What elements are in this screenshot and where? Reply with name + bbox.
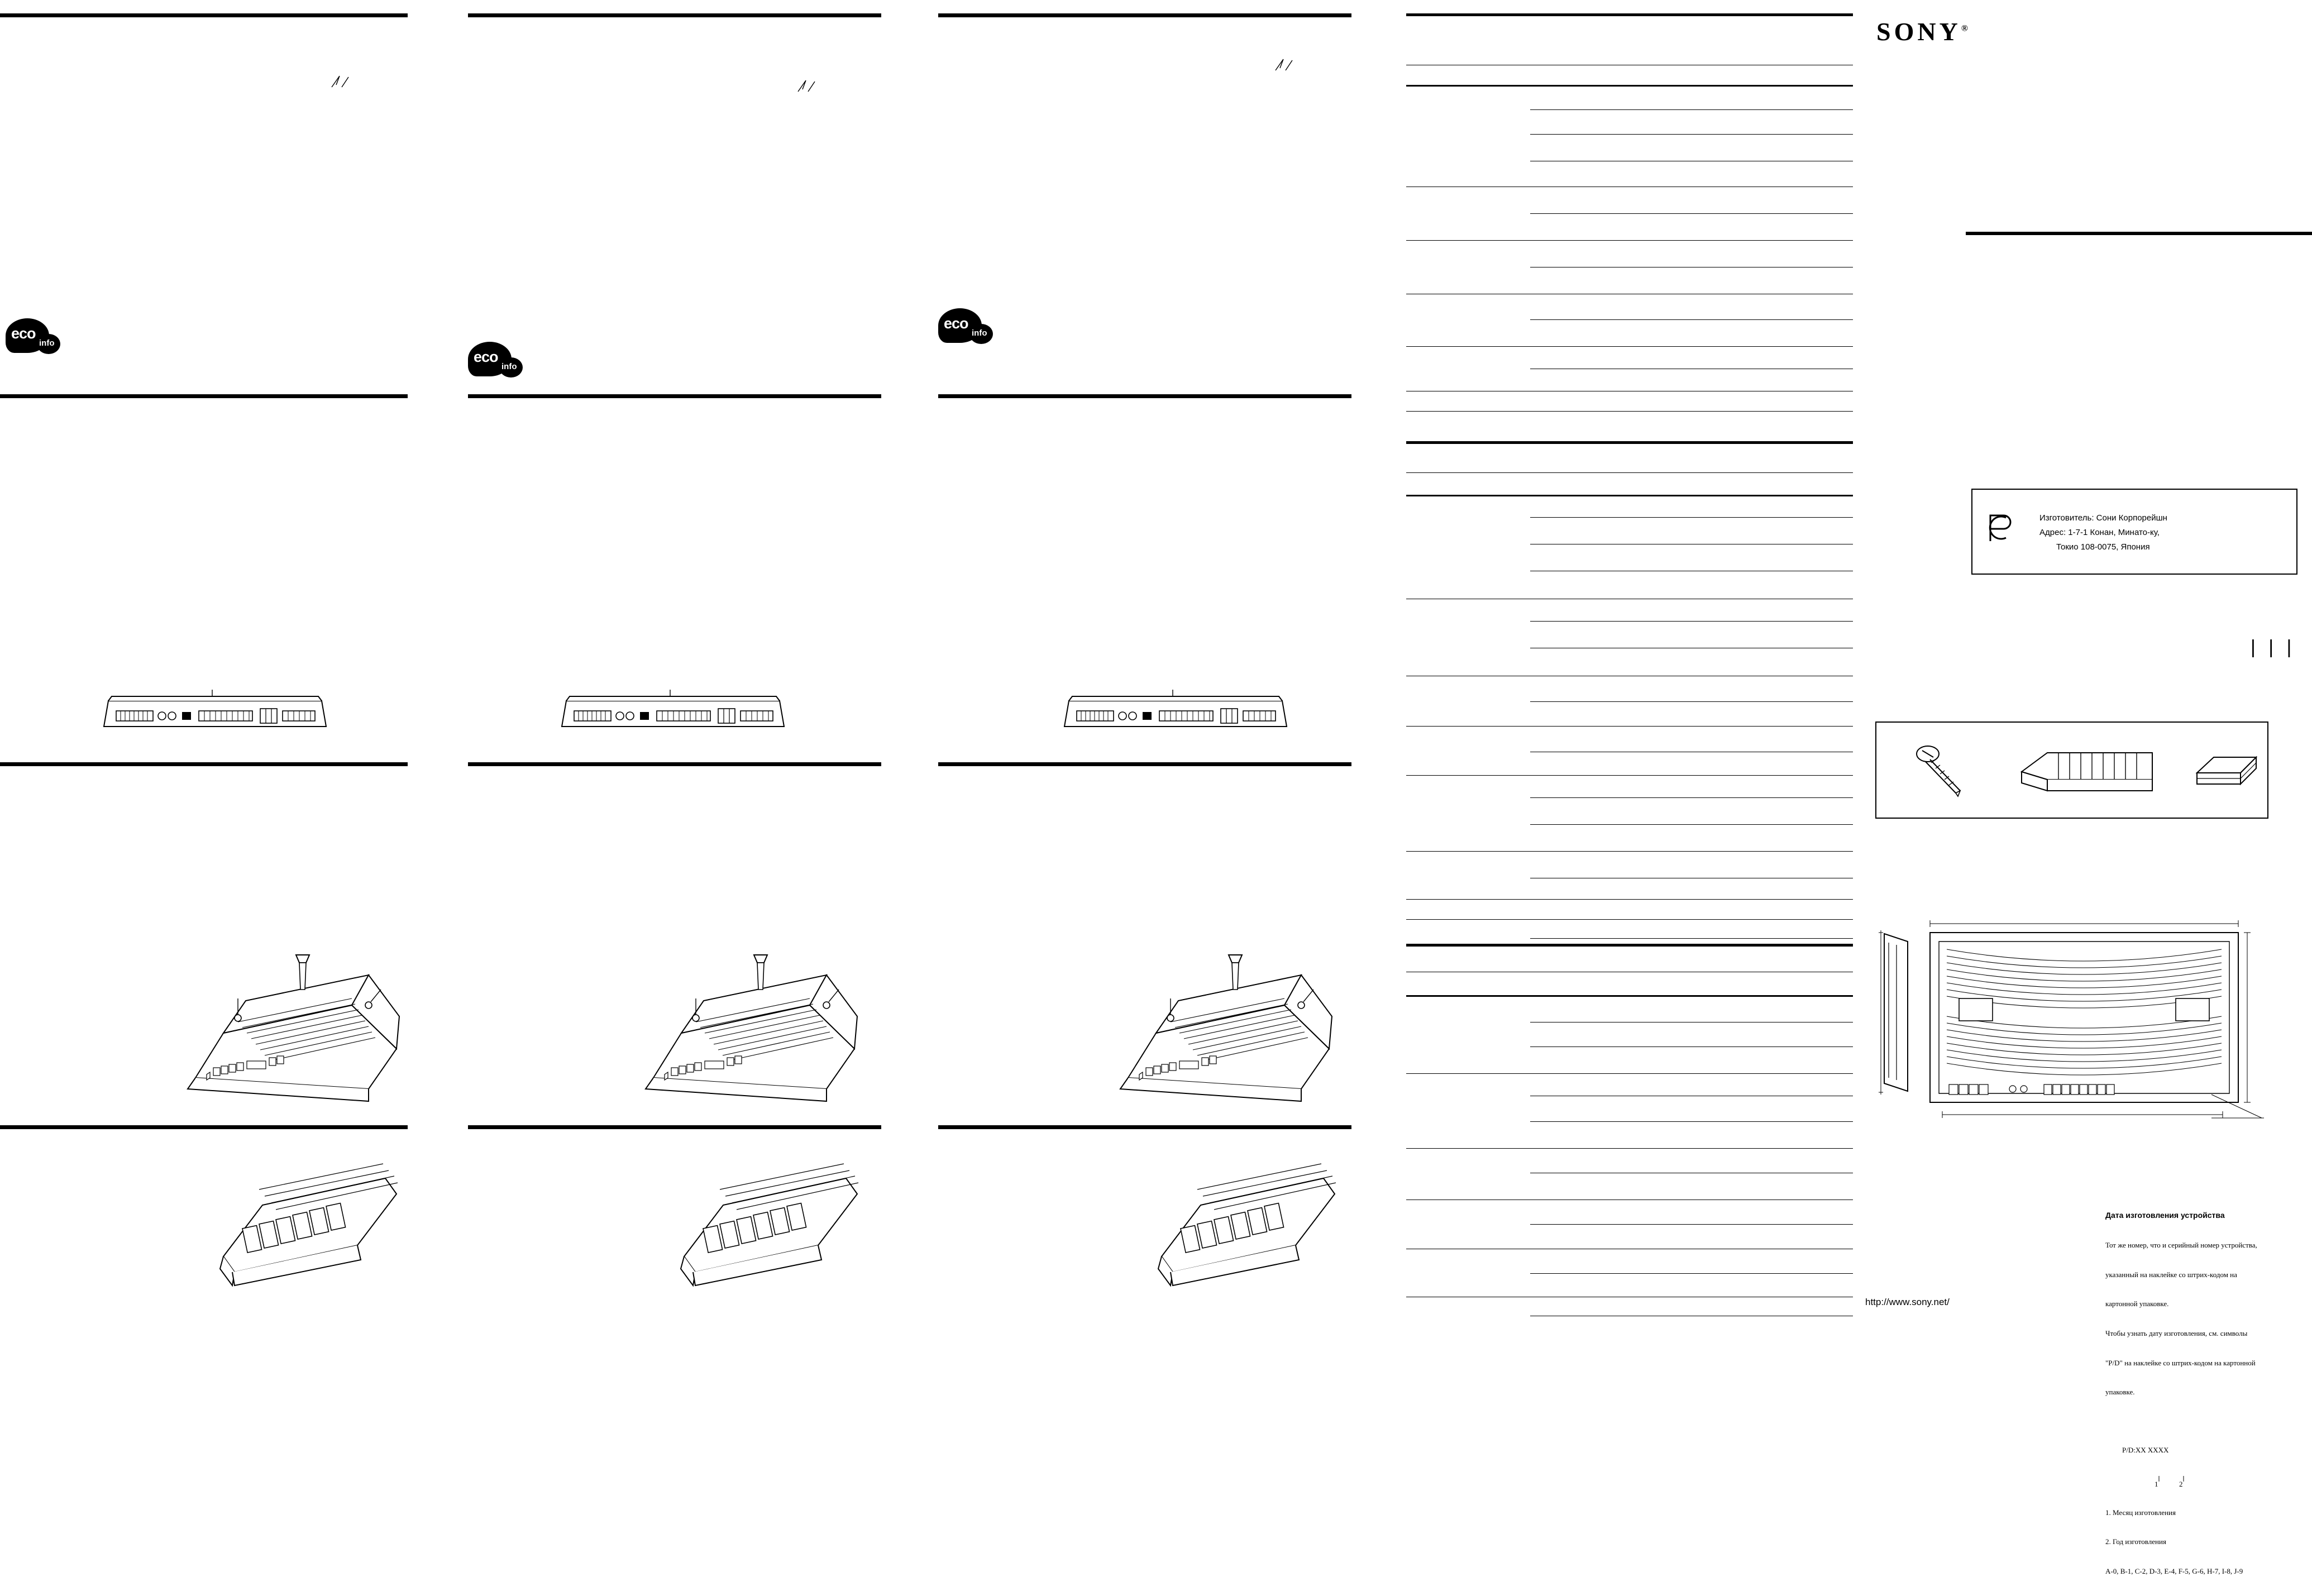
spec-rule <box>1530 517 1853 518</box>
cushion-icon <box>2189 749 2262 800</box>
figure-front-panel-3 <box>1061 690 1290 734</box>
spec-rule <box>1530 824 1853 825</box>
spec-rule <box>1406 995 1853 997</box>
manufacture-date-line-2: указанный на наклейке со штрих-кодом на <box>2105 1270 2237 1279</box>
spec-rule <box>1530 213 1853 214</box>
figure-terminal-3 <box>1156 1162 1340 1290</box>
manufacture-date-line-1: Тот же номер, что и серийный номер устройства, <box>2105 1241 2257 1250</box>
eco-badge-subtext-1: info <box>39 338 55 348</box>
legend-line-2: 2. Год изготовления <box>2105 1537 2166 1546</box>
figure-front-panel-2 <box>558 690 787 734</box>
bars-mark: | | | <box>2251 637 2296 658</box>
spec-rule <box>1406 851 1853 852</box>
spec-rule <box>1406 411 1853 412</box>
manufacture-date-block <box>2105 1191 2312 1596</box>
legend-line-1: 1. Месяц изготовления <box>2105 1508 2176 1517</box>
right-panel-rule <box>1966 232 2312 235</box>
ru-cert-line-1: Изготовитель: Сони Корпорейшн <box>2039 513 2167 523</box>
sony-trademark: ® <box>1961 23 1968 34</box>
spec-rule <box>1406 472 1853 473</box>
spec-rule <box>1406 495 1853 496</box>
col1-top-rule <box>0 13 408 17</box>
col2-rule-2 <box>468 394 881 398</box>
spec-rule <box>1406 919 1853 920</box>
spec-rule <box>1530 134 1853 135</box>
spec-rule <box>1406 13 1853 16</box>
connector-icon <box>2016 743 2161 799</box>
manufacture-date-line-6: упаковке. <box>2105 1388 2135 1397</box>
spec-rule <box>1530 621 1853 622</box>
amplifier-dimensions-drawing <box>1876 910 2267 1153</box>
manufacture-date-heading: Дата изготовления устройства <box>2105 1211 2225 1220</box>
spec-rule <box>1406 441 1853 444</box>
manufacture-date-code: P/D:XX XXXX <box>2122 1446 2169 1455</box>
col3-rule-3 <box>938 762 1351 766</box>
col3-rule-4 <box>938 1125 1351 1129</box>
col2-rule-3 <box>468 762 881 766</box>
spec-rule <box>1530 319 1853 320</box>
spec-rule <box>1406 85 1853 87</box>
ru-certificate-box <box>1971 489 2297 575</box>
eco-badge-text-2: eco <box>474 348 498 365</box>
col2-rule-4 <box>468 1125 881 1129</box>
spec-rule <box>1406 346 1853 347</box>
col2-top-rule <box>468 13 881 17</box>
screw-icon <box>1913 742 1975 797</box>
spec-rule <box>1530 1273 1853 1274</box>
sony-logo <box>1876 17 1968 46</box>
spec-rule <box>1530 1121 1853 1122</box>
eco-badge-text-3: eco <box>944 315 968 332</box>
col1-rule-4 <box>0 1125 408 1129</box>
eco-badge-subtext-2: info <box>501 362 517 371</box>
accessories-box <box>1875 721 2268 819</box>
eco-badge-text-1: eco <box>11 325 36 342</box>
pc-certification-icon <box>1985 510 2025 546</box>
sony-website-url[interactable]: http://www.sony.net/ <box>1865 1297 1950 1307</box>
spec-rule <box>1530 109 1853 110</box>
manufacture-date-line-3: картонной упаковке. <box>2105 1299 2169 1308</box>
figure-mounting-1 <box>184 938 408 1106</box>
marker-1: 1 <box>2155 1479 2158 1488</box>
legend-line-3: A-0, B-1, C-2, D-3, E-4, F-5, G-6, H-7, I-8, J-9 <box>2105 1567 2243 1576</box>
spec-rule <box>1530 938 1853 939</box>
col1-rule-2 <box>0 394 408 398</box>
spec-rule <box>1406 1073 1853 1074</box>
figure-mounting-2 <box>642 938 866 1106</box>
spec-rule <box>1406 899 1853 900</box>
figure-mounting-3 <box>1117 938 1340 1106</box>
figure-terminal-2 <box>679 1162 863 1290</box>
col2-callout-icon <box>796 77 818 97</box>
spec-rule <box>1406 775 1853 776</box>
marker-2: 2 <box>2179 1479 2183 1488</box>
sony-logo-text: SONY <box>1876 17 1961 46</box>
col3-top-rule <box>938 13 1351 17</box>
code-marker-lines <box>2153 1475 2204 1486</box>
col1-callout-icon <box>329 73 352 93</box>
col3-rule-2 <box>938 394 1351 398</box>
col1-rule-3 <box>0 762 408 766</box>
ru-cert-line-3: Токио 108-0075, Япония <box>2056 542 2150 552</box>
spec-rule <box>1406 944 1853 947</box>
spec-rule <box>1406 1148 1853 1149</box>
spec-rule <box>1406 726 1853 727</box>
eco-badge-subtext-3: info <box>972 328 987 338</box>
spec-rule <box>1530 1224 1853 1225</box>
manufacture-date-line-5: "P/D" на наклейке со штрих-кодом на картонной <box>2105 1358 2256 1367</box>
figure-front-panel-1 <box>101 690 329 734</box>
spec-rule <box>1406 240 1853 241</box>
spec-rule <box>1530 701 1853 702</box>
figure-terminal-1 <box>218 1162 402 1290</box>
spec-rule <box>1530 797 1853 798</box>
ru-cert-line-2: Адрес: 1-7-1 Конан, Минато-ку, <box>2039 528 2160 537</box>
col3-callout-icon <box>1273 56 1296 76</box>
manufacture-date-line-4: Чтобы узнать дату изготовления, см. символы <box>2105 1329 2248 1337</box>
